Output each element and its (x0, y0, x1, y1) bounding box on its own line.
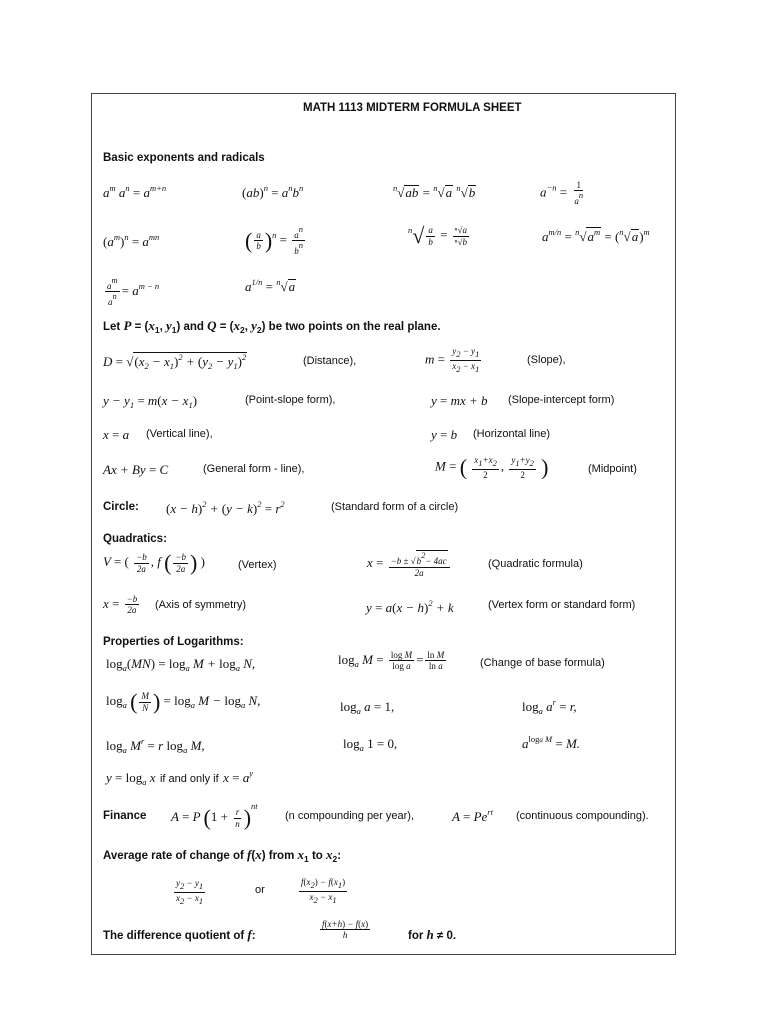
label-quadratic-formula: (Quadratic formula) (488, 558, 583, 570)
formula-horizontal-line: y = b (431, 427, 458, 442)
label-change-base: (Change of base formula) (480, 657, 605, 669)
formula-vertex: V = ( $\frac{-b}{2a}$ , f ( $\frac{-b}{2a}$ ) ) (103, 550, 205, 575)
page-title: MATH 1113 MIDTERM FORMULA SHEET (303, 102, 522, 114)
rule-power-product: $(ab)^n = a^nb^n$ (242, 183, 304, 200)
label-point-slope: (Point-slope form), (245, 394, 336, 406)
formula-distance: $D = √(x_2 - x_1)^2 + (y_2 - y_1)^2$ (103, 352, 247, 371)
diff-quotient-condition: for h ≠ 0. (408, 927, 457, 942)
formula-log-one: $\log_a 1 = 0$, (343, 736, 398, 753)
label-general-line: (General form - line), (203, 463, 305, 475)
points-intro: Let $P = (x_1$, $y_1$) and $Q = (x_2$, $y_2$) be two points on the real plane. (103, 318, 441, 335)
formula-quadratic: x = $\frac{-b \pm √b2- 4ac}{2a}$ (367, 550, 452, 578)
formula-axis-symmetry: x = $\frac{-b}{2a}$ (103, 594, 138, 616)
formula-general-line: Ax + By = C (103, 462, 169, 477)
label-midpoint: (Midpoint) (588, 463, 637, 475)
formula-log-inverse: $\log_a a^r = r$, (522, 697, 577, 716)
circle-heading: Circle: (103, 501, 139, 513)
rule-negative-exponent: $a^{-n}$ = $\frac{1}{an}$ (540, 180, 584, 207)
formula-vertex-form: $y = a(x - h)^2 + k$ (366, 598, 454, 615)
formula-diff-quotient: $\frac{f(x+h) - f(x)}{h}$ (322, 919, 369, 941)
formula-exp-log: $a^{loga M} = M$. (522, 734, 581, 751)
section-exponents-heading: Basic exponents and radicals (103, 152, 265, 164)
label-slope: (Slope), (527, 354, 566, 366)
finance-heading: Finance (103, 810, 147, 822)
formula-log-base: $\log_a a = 1$, (340, 699, 395, 716)
label-circle-standard: (Standard form of a circle) (331, 501, 459, 513)
formula-change-base: $\log_a M$ = $\frac{\text{log M}}{\text{log a}}$ = $\frac{\text{ln M}}{\text{ln a}}$ (338, 650, 445, 672)
label-or: or (255, 884, 265, 896)
label-horizontal-line: (Horizontal line) (473, 428, 551, 440)
formula-slope: m = $\frac{y2 - y1}{x2 - x1}$ (425, 346, 480, 374)
label-vertical-line: (Vertical line), (146, 428, 213, 440)
label-axis-symmetry: (Axis of symmetry) (155, 599, 247, 611)
rule-unit-fraction-exponent: $a^{1/n} = ^n√a$ (245, 277, 296, 294)
label-n-compounding: (n compounding per year), (285, 810, 415, 822)
label-distance: (Distance), (303, 355, 357, 367)
label-vertex: (Vertex) (238, 559, 277, 571)
label-continuous: (continuous compounding). (516, 810, 649, 822)
formula-slope-intercept: y = mx + b (431, 393, 488, 408)
formula-continuous: $A = Pe^{rt}$ (452, 807, 493, 824)
label-slope-intercept: (Slope-intercept form) (508, 394, 615, 406)
rule-rational-exponent: $a^{m/n} = ^n√a^m = (^n√a)^m$ (542, 227, 650, 244)
formula-vertical-line: x = a (103, 427, 130, 442)
rule-root-product: $^n$√ab = $^n$√a $^n$√b (393, 183, 476, 200)
formula-compound-interest: A = P (1 + $\frac{r}{n}$ )$^{nt}$ (171, 801, 258, 830)
rule-power-quotient: ( $\frac{a}{b}$ )$^n$ = $\frac{an}{bn}$ (245, 224, 303, 257)
quadratics-heading: Quadratics: (103, 533, 167, 545)
formula-log-definition: $y = \log_a x$ if and only if $x = a^y$ (106, 768, 254, 787)
formula-point-slope: $y - y_1 = m(x - x_1)$ (103, 393, 198, 410)
logs-heading: Properties of Logarithms: (103, 636, 244, 648)
label-vertex-form: (Vertex form or standard form) (488, 599, 636, 611)
formula-midpoint: M = ( $\frac{x1+x2}{2}$ , $\frac{y1+y2}{2}$ ) (435, 454, 549, 480)
rule-root-quotient: $^n$√ $\frac{a}{b}$ = $\frac{\text{ⁿ√a}}{\text{ⁿ√b}}$ (408, 223, 467, 248)
formula-log-power: $\log_a M^r = r$ $\log_a M$, (106, 736, 205, 755)
formula-circle: $(x - h)^2 + (y - k)^2 = r^2$ (166, 499, 285, 516)
formula-log-product: $\log_a(MN) = \log_a M + \log_a N$, (106, 656, 256, 673)
diff-quotient-heading: The difference quotient of f: (103, 927, 256, 942)
rule-power-power: $(a^m)^n = a^{mn}$ (103, 232, 160, 249)
formula-avg-rate-2: $\frac{f(x2) - f(x1)}{x2 - x1}$ (301, 877, 346, 905)
formula-avg-rate-1: $\frac{y2 - y1}{x2 - x1}$ (176, 878, 204, 906)
rule-product: $a^m$ $a^n = a^{m+n}$ (103, 183, 167, 200)
rule-quotient: $\frac{am}{an}$ = $a^{m - n}$ (107, 275, 160, 308)
avg-rate-heading: Average rate of change of f(x) from $x_1$ to $x_2$: (103, 847, 342, 864)
formula-log-quotient: $\log_a$ ( $\frac{M}{N}$ ) = $\log_a M - \log_a N$, (106, 689, 261, 714)
